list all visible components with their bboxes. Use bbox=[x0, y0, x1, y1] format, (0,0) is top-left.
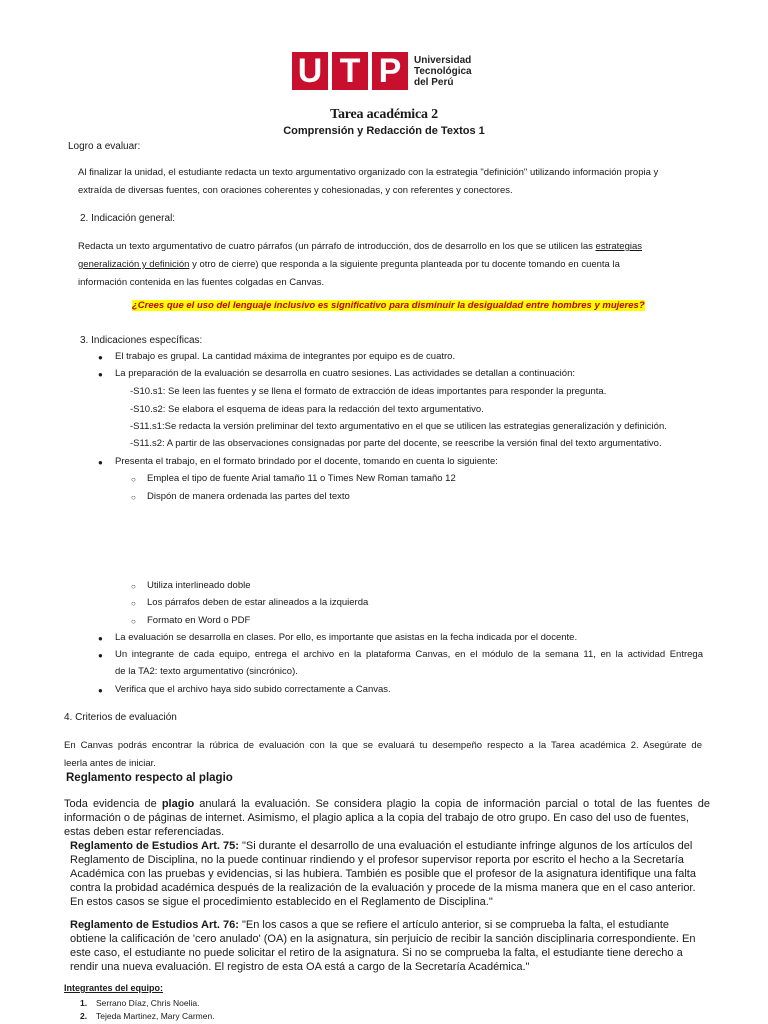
plagio-p1-bold: plagio bbox=[161, 798, 195, 810]
logo-letter-u: U bbox=[292, 52, 328, 90]
plagio-p1-rest: anulará la evaluación. Se considera plagio la copia de información parcial o total de las fuentes de bbox=[194, 798, 710, 810]
session-s11-s2: -S11.s2: A partir de las observaciones consignadas por parte del docente, se reescribe la versión final del texto argumentativo. bbox=[130, 438, 662, 449]
indicaciones-especificas-heading: 3. Indicaciones específicas: bbox=[80, 335, 203, 346]
integrantes-heading: Integrantes del equipo: bbox=[64, 983, 164, 993]
art76-label: Reglamento de Estudios Art. 76: bbox=[70, 919, 239, 931]
list-item-b6: Verifica que el archivo haya sido subido correctamente a Canvas. bbox=[115, 684, 391, 695]
indicacion-general-heading: 2. Indicación general: bbox=[80, 213, 176, 224]
list-item-b1: El trabajo es grupal. La cantidad máxima de integrantes por equipo es de cuatro. bbox=[115, 351, 456, 362]
logro-text-line2: extraída de diversas fuentes, con oraciones coherentes y cohesionadas, y con referentes y conectores. bbox=[78, 185, 513, 196]
art76-line1 bbox=[70, 918, 710, 932]
art75-line3: Académica con las pruebas y evidencias, si las hubiera. También es posible que el profesor de la asignatura identifique una falta bbox=[70, 868, 696, 880]
art75-text: "Si durante el desarrollo de una evaluación el estudiante infringe algunos de los artículos del bbox=[238, 840, 693, 852]
list-item-b2: La preparación de la evaluación se desarrolla en cuatro sesiones. Las actividades se detallan a continuación: bbox=[115, 368, 575, 379]
question-highlight: ¿Crees que el uso del lenguaje inclusivo es significativo para disminuir la desigualdad entre hombres y mujeres? bbox=[132, 300, 645, 311]
plagio-p1-line2: información o de páginas de internet. Asimismo, el plagio aplica a la copia del trabajo de otro grupo. En caso del uso de fuentes, bbox=[64, 812, 689, 824]
ig-line1-text: Redacta un texto argumentativo de cuatro párrafos (un párrafo de introducción, dos de desarrollo en los que se utilicen las bbox=[78, 241, 596, 252]
art75-line1 bbox=[70, 839, 710, 853]
art75-label: Reglamento de Estudios Art. 75: bbox=[70, 840, 239, 852]
member-name: Serrano Díaz, Chris Noelia. bbox=[96, 998, 200, 1008]
bullet-icon: ● bbox=[98, 634, 103, 643]
criterios-line1: En Canvas podrás encontrar la rúbrica de evaluación con la que se evaluará tu desempeño respecto a la Tarea académica 2. Asegúrate de bbox=[64, 740, 702, 751]
circle-bullet-icon: ○ bbox=[131, 617, 136, 626]
logro-text-line1: Al finalizar la unidad, el estudiante redacta un texto argumentativo organizado con la estrategia "definición" utilizando información propia y bbox=[78, 167, 659, 178]
art75-line4: contra la probidad académica después de la realización de la evaluación y procede de la misma manera que en el caso anterior. bbox=[70, 882, 696, 894]
plagio-p1-line3: estas deben estar referenciadas. bbox=[64, 826, 225, 838]
bullet-icon: ● bbox=[98, 370, 103, 379]
circle-bullet-icon: ○ bbox=[131, 475, 136, 484]
circle-bullet-icon: ○ bbox=[131, 493, 136, 502]
criterios-line2: leerla antes de iniciar. bbox=[64, 758, 156, 769]
member-name: Tejeda Martinez, Mary Carmen. bbox=[96, 1011, 215, 1021]
sublist-item-c3: Utiliza interlineado doble bbox=[147, 580, 251, 591]
sublist-item-c5: Formato en Word o PDF bbox=[147, 615, 251, 626]
sublist-item-c2: Dispón de manera ordenada las partes del texto bbox=[147, 491, 350, 502]
list-item-b3: Presenta el trabajo, en el formato brindado por el docente, tomando en cuenta lo siguiente: bbox=[115, 456, 498, 467]
logo-uni-line3: del Perú bbox=[414, 77, 454, 88]
sublist-item-c4: Los párrafos deben de estar alineados a la izquierda bbox=[147, 597, 369, 608]
page-subtitle: Comprensión y Redacción de Textos 1 bbox=[283, 125, 485, 137]
art76-line4: rendir una nueva evaluación. El registro de esta OA está a cargo de la Secretaría Académica." bbox=[70, 961, 530, 973]
plagio-p1-start: Toda evidencia de bbox=[64, 798, 162, 810]
sublist-item-c1: Emplea el tipo de fuente Arial tamaño 11 o Times New Roman tamaño 12 bbox=[147, 473, 456, 484]
member-number: 2. bbox=[80, 1011, 88, 1021]
ig-line2-text: y otro de cierre) que responda a la siguiente pregunta planteada por tu docente tomando en cuenta la bbox=[189, 259, 620, 270]
plagio-heading: Reglamento respecto al plagio bbox=[66, 772, 233, 784]
list-item-b4: La evaluación se desarrolla en clases. Por ello, es importante que asistas en la fecha indicada por el docente. bbox=[115, 632, 578, 643]
list-item-b5-line2: de la TA2: texto argumentativo (sincrónico). bbox=[115, 666, 298, 677]
circle-bullet-icon: ○ bbox=[131, 582, 136, 591]
member-number: 1. bbox=[80, 998, 88, 1008]
logo-uni-line2: Tecnológica bbox=[414, 66, 472, 77]
logo-uni-line1: Universidad bbox=[414, 55, 472, 66]
indicacion-general-line2 bbox=[78, 256, 704, 273]
criterios-heading: 4. Criterios de evaluación bbox=[64, 712, 177, 723]
bullet-icon: ● bbox=[98, 353, 103, 362]
art75-line2: Reglamento de Disciplina, no la puede continuar rindiendo y el profesor supervisor reporta por escrito el hecho a la Secretaría bbox=[70, 854, 684, 866]
circle-bullet-icon: ○ bbox=[131, 599, 136, 608]
ig-line1-underlined: estrategias bbox=[595, 241, 643, 252]
art75-line5: En estos casos se sigue el procedimiento establecido en el Reglamento de Disciplina." bbox=[70, 896, 493, 908]
logro-label: Logro a evaluar: bbox=[68, 141, 141, 152]
logo-letter-t: T bbox=[332, 52, 368, 90]
session-s10-s1: -S10.s1: Se leen las fuentes y se llena el formato de extracción de ideas importantes para responder la pregunta. bbox=[130, 386, 607, 397]
session-s11-s1: -S11.s1:Se redacta la versión preliminar del texto argumentativo en el que se utilicen las estrategias generalización y definición. bbox=[130, 421, 667, 432]
plagio-p1-line1 bbox=[64, 797, 710, 811]
art76-line3: este caso, el estudiante no puede solicitar el retiro de la asignatura. Si no se comprueba la falta, el estudiante tiene derecho a bbox=[70, 947, 683, 959]
indicacion-general-line3: información contenida en las fuentes colgadas en Canvas. bbox=[78, 277, 325, 288]
bullet-icon: ● bbox=[98, 651, 103, 660]
art76-text: "En los casos a que se refiere el artículo anterior, si se comprueba la falta, el estudiante bbox=[238, 919, 669, 931]
bullet-icon: ● bbox=[98, 686, 103, 695]
page-title: Tarea académica 2 bbox=[330, 107, 438, 122]
list-item-b5-line1: Un integrante de cada equipo, entrega el archivo en la plataforma Canvas, en el módulo de la semana 11, en la actividad Entrega bbox=[115, 649, 703, 660]
ig-line2-underlined: generalización y definición bbox=[78, 259, 190, 270]
session-s10-s2: -S10.s2: Se elabora el esquema de ideas para la redacción del texto argumentativo. bbox=[130, 404, 484, 415]
indicacion-general-line1 bbox=[78, 238, 702, 255]
indicacion-general-question bbox=[132, 297, 645, 314]
bullet-icon: ● bbox=[98, 458, 103, 467]
logo-letter-p: P bbox=[372, 52, 408, 90]
art76-line2: obtiene la calificación de 'cero anulado' (OA) en la asignatura, sin perjuicio de recibir la sanción disciplinaria correspondiente. En bbox=[70, 933, 696, 945]
